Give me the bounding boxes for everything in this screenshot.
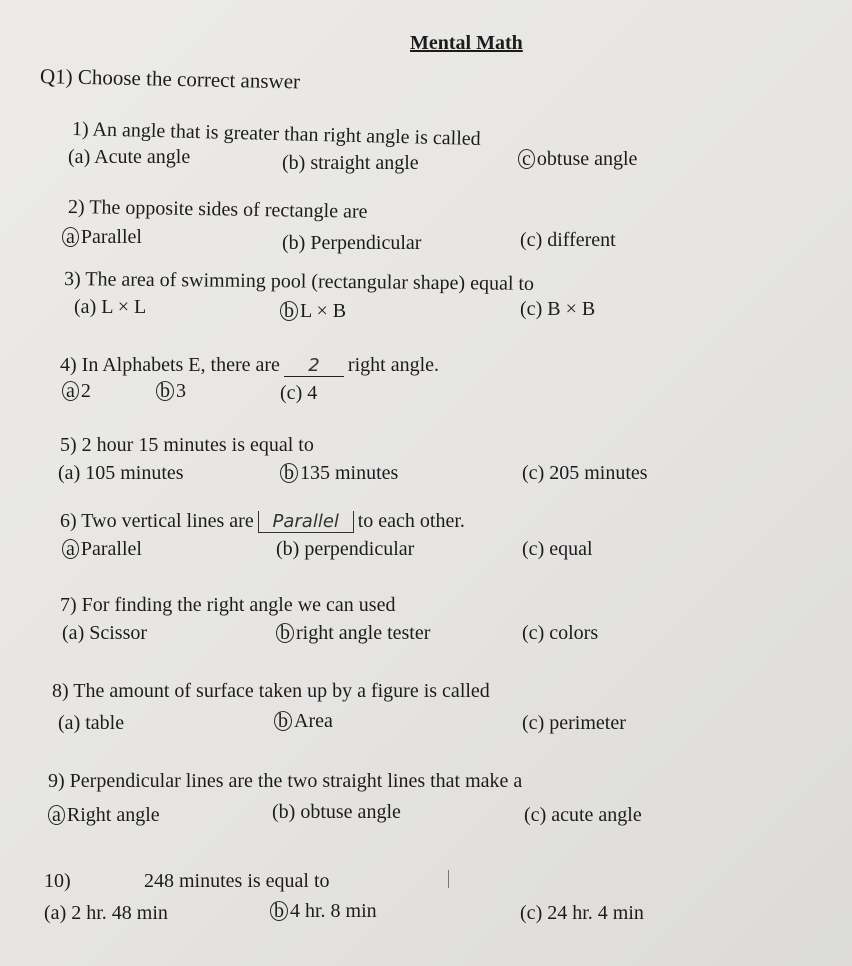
q10-option-c: (c) 24 hr. 4 min bbox=[520, 902, 644, 924]
q1-option-c-circled: c obtuse angle bbox=[518, 148, 637, 171]
q4-option-b-circled: b 3 bbox=[156, 380, 186, 403]
question-7: 7) For finding the right angle we can used bbox=[60, 594, 396, 616]
q9-option-c: (c) acute angle bbox=[524, 804, 642, 826]
answer-circle: a bbox=[48, 805, 65, 825]
q8-option-b-circled: b Area bbox=[274, 710, 333, 733]
question-6: 6) Two vertical lines are Parallel to each other. bbox=[60, 510, 465, 532]
question-10: 248 minutes is equal to bbox=[144, 870, 330, 892]
answer-circle: a bbox=[62, 381, 79, 401]
answer-circle: b bbox=[280, 463, 298, 483]
q8-option-c: (c) perimeter bbox=[522, 712, 626, 734]
q3-option-a: (a) L × L bbox=[74, 296, 147, 318]
answer-blank-handwritten: 2 bbox=[284, 355, 344, 377]
answer-circle: b bbox=[270, 901, 288, 921]
q8-option-a: (a) table bbox=[58, 712, 125, 734]
question-1: 1) An angle that is greater than right angle is called bbox=[71, 118, 481, 150]
q6-option-a-circled: a Parallel bbox=[62, 538, 142, 561]
q2-option-b: (b) Perpendicular bbox=[282, 232, 422, 254]
answer-circle: c bbox=[518, 149, 535, 169]
q5-option-a: (a) 105 minutes bbox=[58, 462, 184, 484]
page-title: Mental Math bbox=[410, 32, 523, 54]
question-9: 9) Perpendicular lines are the two straight lines that make a bbox=[48, 770, 523, 792]
question-3: 3) The area of swimming pool (rectangular shape) equal to bbox=[63, 268, 535, 295]
q1-option-b: (b) straight angle bbox=[282, 152, 419, 174]
question-10-number: 10) bbox=[44, 870, 71, 892]
q7-option-b-circled: b right angle tester bbox=[276, 622, 430, 645]
q3-option-b-circled: b L × B bbox=[280, 300, 346, 323]
q5-option-b-circled: b 135 minutes bbox=[280, 462, 398, 485]
question-5: 5) 2 hour 15 minutes is equal to bbox=[60, 434, 314, 456]
q5-option-c: (c) 205 minutes bbox=[522, 462, 648, 484]
q7-option-c: (c) colors bbox=[522, 622, 599, 644]
answer-circle: b bbox=[156, 381, 174, 401]
question-4: 4) In Alphabets E, there are 2 right angle. bbox=[60, 354, 440, 376]
answer-blank-handwritten: Parallel bbox=[258, 511, 354, 533]
question-2: 2) The opposite sides of rectangle are bbox=[67, 196, 368, 223]
q3-option-c: (c) B × B bbox=[520, 298, 596, 320]
q6-option-c: (c) equal bbox=[522, 538, 593, 560]
pencil-mark bbox=[448, 870, 449, 888]
q1-option-a: (a) Acute angle bbox=[68, 146, 191, 168]
answer-circle: b bbox=[276, 623, 294, 643]
answer-circle: b bbox=[274, 711, 292, 731]
q9-option-a-circled: a Right angle bbox=[48, 804, 160, 827]
q9-option-b: (b) obtuse angle bbox=[272, 801, 401, 823]
section-heading: Q1) Choose the correct answer bbox=[39, 64, 301, 94]
answer-circle: a bbox=[62, 539, 79, 559]
answer-circle: b bbox=[280, 301, 298, 321]
q7-option-a: (a) Scissor bbox=[62, 622, 148, 644]
q4-option-a-circled: a 2 bbox=[62, 380, 91, 403]
question-8: 8) The amount of surface taken up by a figure is called bbox=[52, 680, 490, 702]
q2-option-a-circled: a Parallel bbox=[62, 226, 142, 249]
q6-option-b: (b) perpendicular bbox=[276, 538, 415, 560]
q10-option-b-circled: b 4 hr. 8 min bbox=[270, 900, 377, 923]
q4-option-c: (c) 4 bbox=[280, 382, 318, 404]
q10-option-a: (a) 2 hr. 48 min bbox=[44, 902, 168, 924]
q2-option-c: (c) different bbox=[520, 229, 616, 251]
answer-circle: a bbox=[62, 227, 79, 247]
